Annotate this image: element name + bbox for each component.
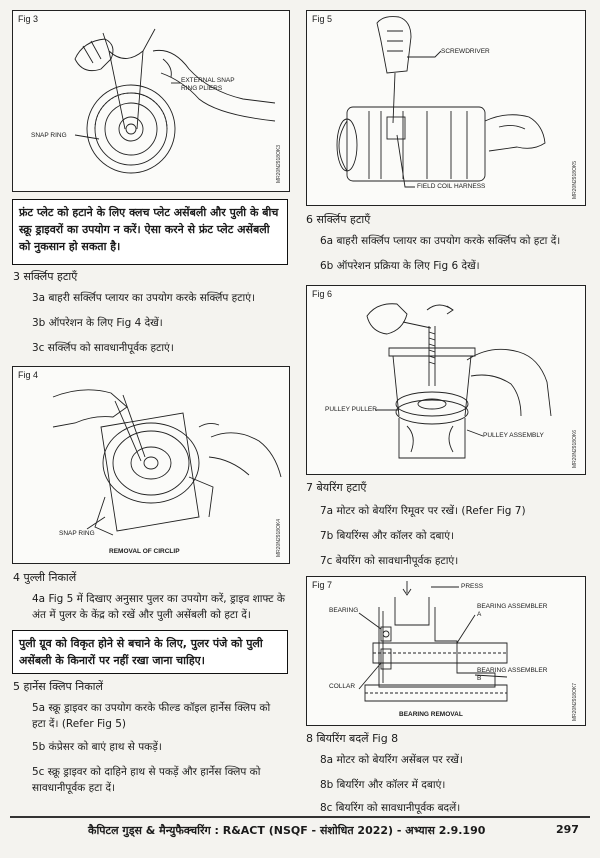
figure-6-label: Fig 6 [312, 289, 333, 299]
step-4a: 4a Fig 5 में दिखाए अनुसार पुलर का उपयोग करें, ड्राइव शाफ्ट के अंत में पुलर के केंद्र को रखें और पुली असेंबली को हटा दें। [32, 593, 285, 621]
callout-external-snap-ring-pliers: EXTERNAL SNAP RING PLIERS [181, 77, 235, 92]
callout-snap-ring: SNAP RING [59, 530, 95, 537]
step-7b: 7b बियरिंग्स और कॉलर को दबाएं। [320, 530, 454, 542]
step-6a: 6a बाहरी सर्क्लिप प्लायर का उपयोग करके सर्क्लिप को हटा दें। [320, 235, 561, 247]
step-6b: 6b ऑपरेशन प्रक्रिया के लिए Fig 6 देखें। [320, 260, 480, 272]
section-5-heading: 5 हार्नेस क्लिप निकालें [13, 680, 103, 693]
figure-3 [12, 10, 290, 192]
callout-pulley-assembly: PULLEY ASSEMBLY [483, 432, 544, 439]
step-3c: 3c सर्क्लिप को सावधानीपूर्वक हटाएं। [32, 342, 174, 354]
figure-6-illustration [307, 286, 585, 474]
page-number: 297 [556, 823, 579, 836]
step-5a: 5a स्क्रू ड्राइवर का उपयोग करके फील्ड कॉइल हार्नेस क्लिप को हटा दें। (Refer Fig 5) [32, 702, 271, 730]
callout-bearing-assembler-a: BEARING ASSEMBLER A [477, 603, 548, 618]
step-3a: 3a बाहरी सर्क्लिप प्लायर का उपयोग करके सर्क्लिप हटाएं। [32, 292, 256, 304]
step-8c: 8c बियरिंग को सावधानीपूर्वक बदलें। [320, 802, 461, 814]
section-8-heading: 8 बियरिंग बदलें Fig 8 [306, 732, 399, 745]
figure-3-code: MR20N2918OK3 [276, 144, 282, 183]
figure-3-label: Fig 3 [18, 14, 39, 24]
figure-5-label: Fig 5 [312, 14, 333, 24]
figure-4-label: Fig 4 [18, 370, 39, 380]
callout-bearing-assembler-b: BEARING ASSEMBLER B [477, 667, 548, 682]
step-5c: 5c स्क्रू ड्राइवर को दाहिने हाथ से पकड़ें और हार्नेस क्लिप को सावधानीपूर्वक हटा दें। [32, 766, 261, 794]
figure-5-illustration [307, 11, 585, 205]
figure-4-caption: REMOVAL OF CIRCLIP [109, 548, 180, 555]
step-7a: 7a मोटर को बेयरिंग रिमूवर पर रखें। (Refer Fig 7) [320, 505, 526, 517]
step-5b: 5b कंप्रेसर को बाएं हाथ से पकड़ें। [32, 741, 162, 753]
figure-7-illustration [307, 577, 585, 725]
figure-4-code: MR20N2918OK4 [276, 518, 282, 557]
section-3-heading: 3 सर्क्लिप हटाएँ [13, 270, 78, 283]
section-4-heading: 4 पुल्ली निकालें [13, 571, 77, 584]
caution-note-front-plate: फ्रंट प्लेट को हटाने के लिए क्लच प्लेट असेंबली और पुली के बीच स्क्रू ड्राइवरों का उपयोग न करें। ऐसा करने से फ्रंट प्लेट असेंबली को नुकसान हो सकता है। [12, 199, 288, 265]
step-8b: 8b बियरिंग और कॉलर में दबाएं। [320, 779, 446, 791]
figure-7 [306, 576, 586, 726]
figure-4-illustration [13, 367, 289, 563]
section-7-heading: 7 बेयरिंग हटाएँ [306, 481, 367, 494]
figure-6-code: MR20N2918OK6 [572, 429, 578, 468]
step-8a: 8a मोटर को बेयरिंग असेंबल पर रखें। [320, 754, 463, 766]
step-3b: 3b ऑपरेशन के लिए Fig 4 देखें। [32, 317, 163, 329]
figure-7-label: Fig 7 [312, 580, 333, 590]
callout-bearing: BEARING [329, 607, 359, 614]
callout-snap-ring: SNAP RING [31, 132, 67, 139]
figure-5-code: MR20N2918OK5 [572, 160, 578, 199]
figure-3-illustration [13, 11, 289, 191]
figure-5 [306, 10, 586, 206]
callout-field-coil-harness: FIELD COIL HARNESS [417, 183, 486, 190]
figure-7-code: MR20N2918OK7 [572, 682, 578, 721]
section-6-heading: 6 सर्क्लिप हटाएँ [306, 213, 371, 226]
figure-7-caption: BEARING REMOVAL [399, 711, 463, 718]
figure-4 [12, 366, 290, 564]
callout-press: PRESS [461, 583, 484, 590]
step-7c: 7c बेयरिंग को सावधानीपूर्वक हटाएं। [320, 555, 459, 567]
callout-screwdriver: SCREWDRIVER [441, 48, 490, 55]
footer-rule [10, 816, 590, 818]
footer-title: कैपिटल गुड्स & मैन्युफैक्चरिंग : R&ACT (NSQF - संशोधित 2022) - अभ्यास 2.9.190 [88, 824, 486, 837]
caution-note-pulley-groove: पुली ग्रूव को विकृत होने से बचाने के लिए, पुलर पंजे को पुली असेंबली के किनारों पर नहीं रखा जाना चाहिए। [12, 630, 288, 674]
callout-collar: COLLAR [329, 683, 356, 690]
figure-6 [306, 285, 586, 475]
callout-pulley-puller: PULLEY PULLER [325, 406, 377, 413]
